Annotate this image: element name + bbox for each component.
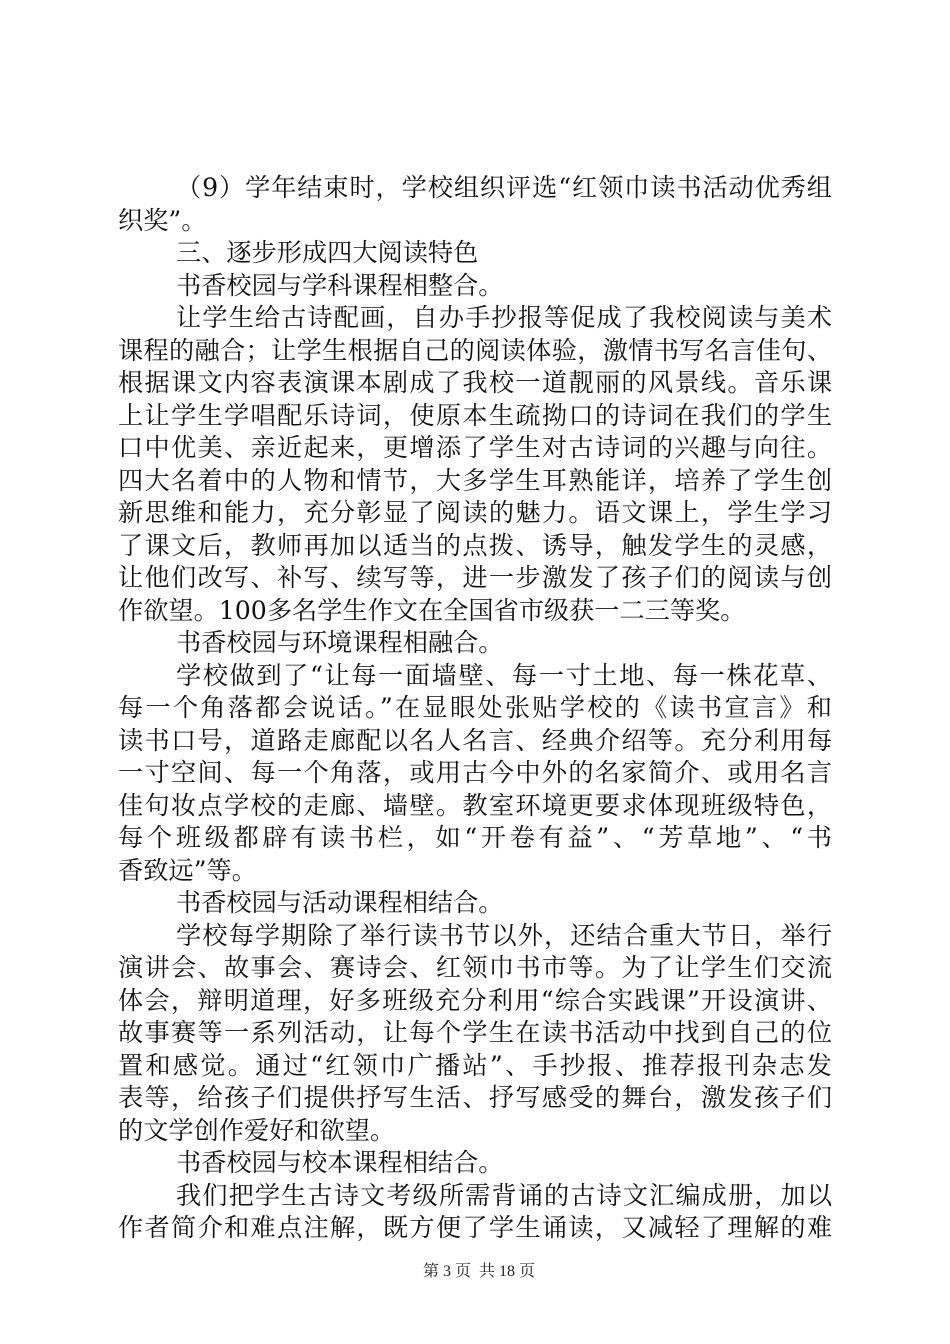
text-line: 一寸空间、每一个角落，或用古今中外的名家简介、或用名言	[118, 758, 832, 787]
text-line: 每个班级都辟有读书栏，如“开卷有益”、“芳草地”、“书	[118, 823, 832, 852]
text-line: 我们把学生古诗文考级所需背诵的古诗文汇编成册，加以	[176, 1180, 832, 1210]
text-line: 置和感觉。通过“红领巾广播站”、手抄报、推荐报刊杂志发	[118, 1050, 832, 1080]
page-footer	[0, 1240, 950, 1281]
text-line: 学校每学期除了举行读书节以外，还结合重大节日，举行	[176, 920, 832, 950]
page-number-label: 第 3 页 共 18 页	[422, 1263, 535, 1280]
text-line: 口中优美、亲近起来，更增添了学生对古诗词的兴趣与向往。	[118, 433, 832, 462]
text-line: 体会，辩明道理，好多班级充分利用“综合实践课”开设演讲、	[118, 985, 832, 1015]
text-line: 故事赛等一系列活动，让每个学生在读书活动中找到自己的位	[118, 1018, 832, 1047]
text-line: 了课文后，教师再加以适当的点拨、诱导，触发学生的灵感，	[118, 530, 832, 560]
text-line: 课程的融合；让学生根据自己的阅读体验，激情书写名言佳句、	[118, 335, 832, 365]
text-line: 三、逐步形成四大阅读特色	[176, 238, 479, 267]
text-line: 书香校园与环境课程相融合。	[176, 628, 504, 657]
text-line: 学校做到了“让每一面墙壁、每一寸土地、每一株花草、	[176, 660, 832, 690]
text-line: 书香校园与活动课程相结合。	[176, 888, 504, 917]
text-line: 书香校园与校本课程相结合。	[176, 1148, 504, 1177]
text-line: 佳句妆点学校的走廊、墙壁。教室环境更要求体现班级特色，	[118, 790, 832, 820]
text-line: 新思维和能力，充分彰显了阅读的魅力。语文课上，学生学习	[118, 498, 832, 527]
text-line: 让学生给古诗配画，自办手抄报等促成了我校阅读与美术	[176, 303, 832, 332]
document-body	[118, 172, 832, 1245]
text-line: 书香校园与学科课程相整合。	[176, 270, 504, 300]
text-line: 织奖”。	[118, 205, 207, 235]
text-line: 演讲会、故事会、赛诗会、红领巾书市等。为了让学生们交流	[118, 953, 832, 982]
text-line: 四大名着中的人物和情节，大多学生耳熟能详，培养了学生创	[118, 465, 832, 495]
text-line: 上让学生学唱配乐诗词，使原本生疏拗口的诗词在我们的学生	[118, 400, 832, 430]
text-line: （9）学年结束时，学校组织评选“红领巾读书活动优秀组	[176, 173, 832, 202]
text-line: 表等，给孩子们提供抒写生活、抒写感受的舞台，激发孩子们	[118, 1083, 832, 1112]
text-line: 的文学创作爱好和欲望。	[118, 1115, 396, 1145]
text-line: 香致远”等。	[118, 855, 257, 885]
text-line: 作者简介和难点注解，既方便了学生诵读，又减轻了理解的难	[118, 1213, 832, 1242]
text-line: 每一个角落都会说话。”在显眼处张贴学校的《读书宣言》和	[118, 693, 832, 722]
text-line: 让他们改写、补写、续写等，进一步激发了孩子们的阅读与创	[118, 563, 832, 592]
text-line: 根据课文内容表演课本剧成了我校一道靓丽的风景线。音乐课	[118, 368, 832, 397]
text-line: 读书口号，道路走廊配以名人名言、经典介绍等。充分利用每	[118, 725, 832, 755]
text-line: 作欲望。100多名学生作文在全国省市级获一二三等奖。	[118, 595, 746, 625]
